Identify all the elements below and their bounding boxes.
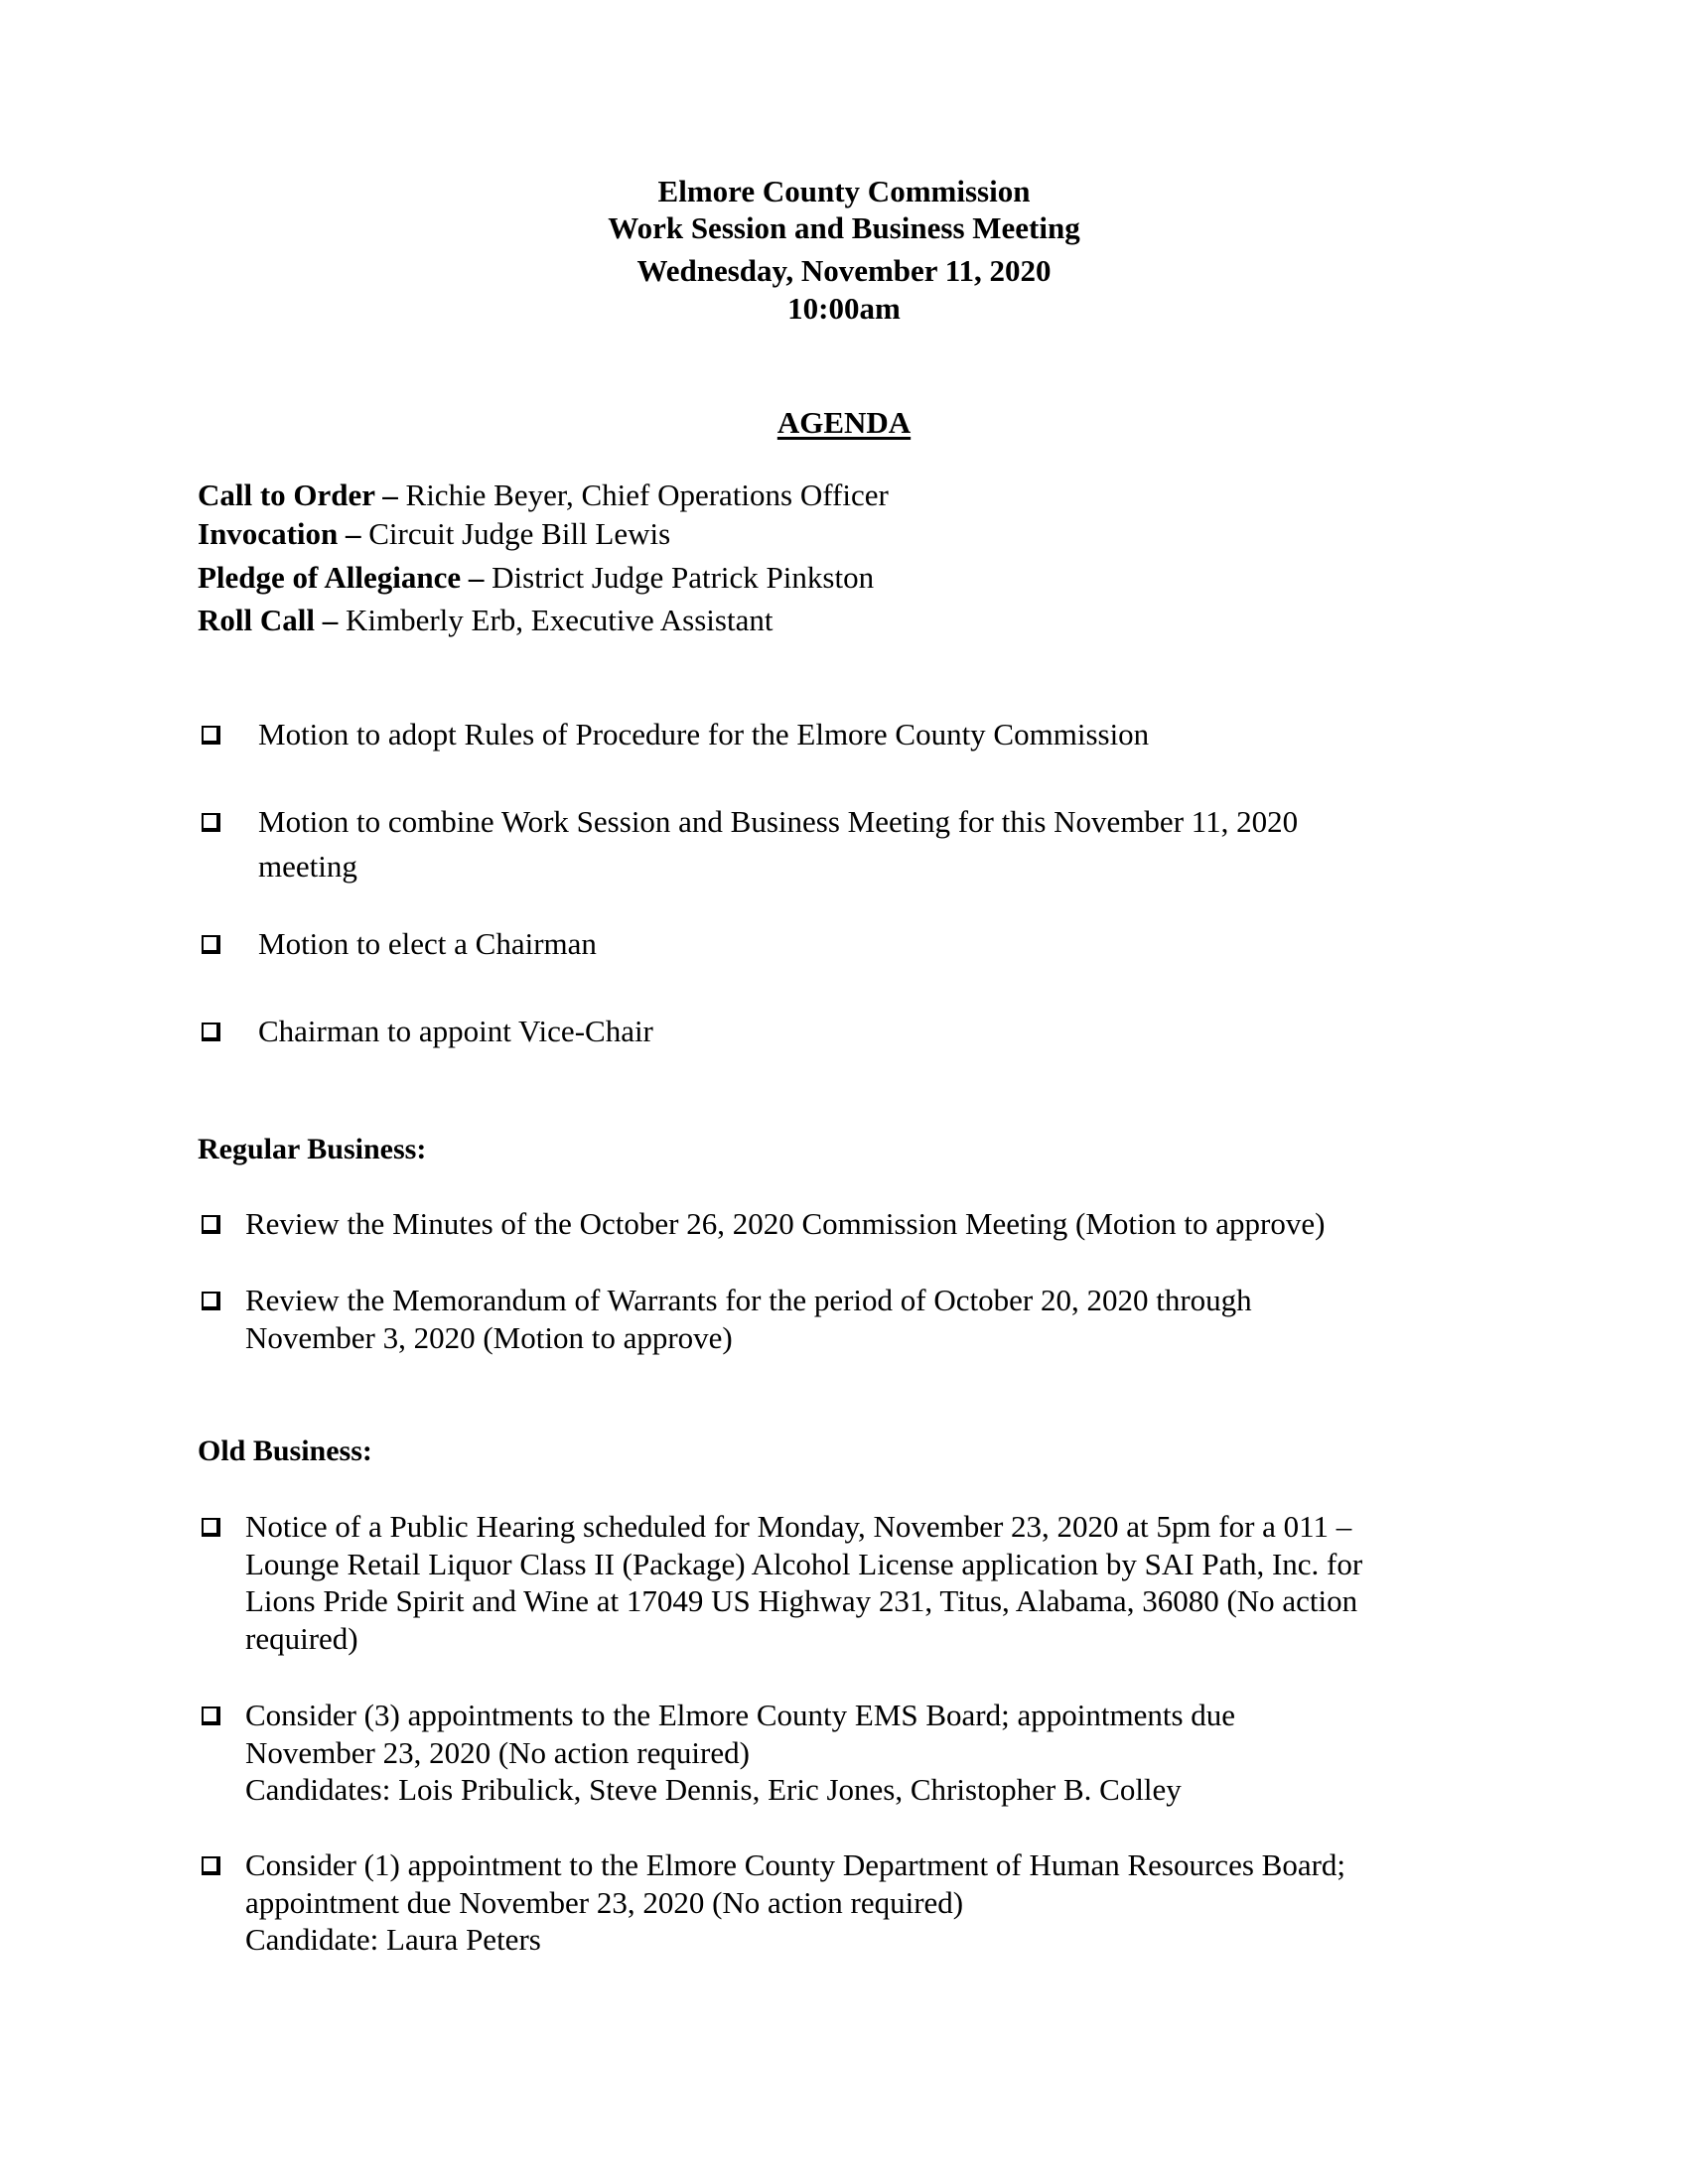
item-text: Consider (1) appointment to the Elmore County Department of Human Resources Board; (245, 1847, 1346, 1882)
item-text: Motion to elect a Chairman (258, 926, 597, 961)
item-text: required) (245, 1620, 358, 1656)
item-text: Chairman to appoint Vice-Chair (258, 1014, 653, 1048)
role-pledge (198, 562, 874, 593)
item-text: Motion to adopt Rules of Procedure for the Elmore County Commission (258, 717, 1150, 751)
role-invocation (198, 518, 670, 549)
item-text: appointment due November 23, 2020 (No action required) (245, 1884, 964, 1920)
item-text: November 23, 2020 (No action required) (245, 1734, 750, 1770)
role-sep: – (374, 478, 406, 512)
item-text: Motion to combine Work Session and Business Meeting for this November 11, 2020 (258, 804, 1299, 839)
agenda-heading: AGENDA (776, 405, 912, 440)
section-heading-regular-business: Regular Business: (198, 1133, 427, 1165)
checkbox-icon[interactable] (202, 1856, 220, 1875)
org-title: Elmore County Commission (657, 174, 1031, 208)
role-value: District Judge Patrick Pinkston (492, 560, 875, 595)
item-text: November 3, 2020 (Motion to approve) (245, 1319, 733, 1355)
role-sep: – (314, 603, 346, 637)
checkbox-icon[interactable] (202, 1706, 220, 1725)
checkbox-icon[interactable] (202, 1292, 220, 1310)
checkbox-icon[interactable] (202, 726, 220, 745)
item-text: Notice of a Public Hearing scheduled for Monday, November 23, 2020 at 5pm for a 011 – (245, 1509, 1352, 1544)
item-text: Candidates: Lois Pribulick, Steve Dennis, Eric Jones, Christopher B. Colley (245, 1772, 1182, 1807)
role-sep: – (461, 560, 492, 595)
checkbox-icon[interactable] (202, 1215, 220, 1234)
checkbox-icon[interactable] (202, 813, 220, 832)
role-value: Kimberly Erb, Executive Assistant (345, 603, 774, 637)
role-roll-call (198, 605, 773, 635)
item-text: Consider (3) appointments to the Elmore County EMS Board; appointments due (245, 1698, 1236, 1732)
item-text: Lounge Retail Liquor Class II (Package) Alcohol License application by SAI Path, Inc. for (245, 1546, 1363, 1581)
item-text: Review the Memorandum of Warrants for the period of October 20, 2020 through (245, 1283, 1252, 1317)
section-heading-old-business: Old Business: (198, 1434, 372, 1467)
meeting-title: Work Session and Business Meeting (608, 210, 1080, 245)
role-call-to-order (198, 479, 889, 510)
meeting-time: 10:00am (787, 291, 901, 326)
role-label: Call to Order (198, 478, 375, 512)
item-text: meeting (258, 848, 357, 884)
checkbox-icon[interactable] (202, 935, 220, 954)
item-text: Lions Pride Spirit and Wine at 17049 US Highway 231, Titus, Alabama, 36080 (No action (245, 1583, 1358, 1618)
role-label: Invocation (198, 516, 339, 551)
checkbox-icon[interactable] (202, 1023, 220, 1041)
role-label: Roll Call (198, 603, 315, 637)
item-text: Review the Minutes of the October 26, 2020 Commission Meeting (Motion to approve) (245, 1206, 1326, 1241)
role-value: Richie Beyer, Chief Operations Officer (405, 478, 889, 512)
role-value: Circuit Judge Bill Lewis (368, 516, 671, 551)
meeting-date: Wednesday, November 11, 2020 (636, 253, 1052, 288)
checkbox-icon[interactable] (202, 1518, 220, 1537)
role-label: Pledge of Allegiance (198, 560, 462, 595)
item-text: Candidate: Laura Peters (245, 1922, 541, 1957)
role-sep: – (338, 516, 369, 551)
